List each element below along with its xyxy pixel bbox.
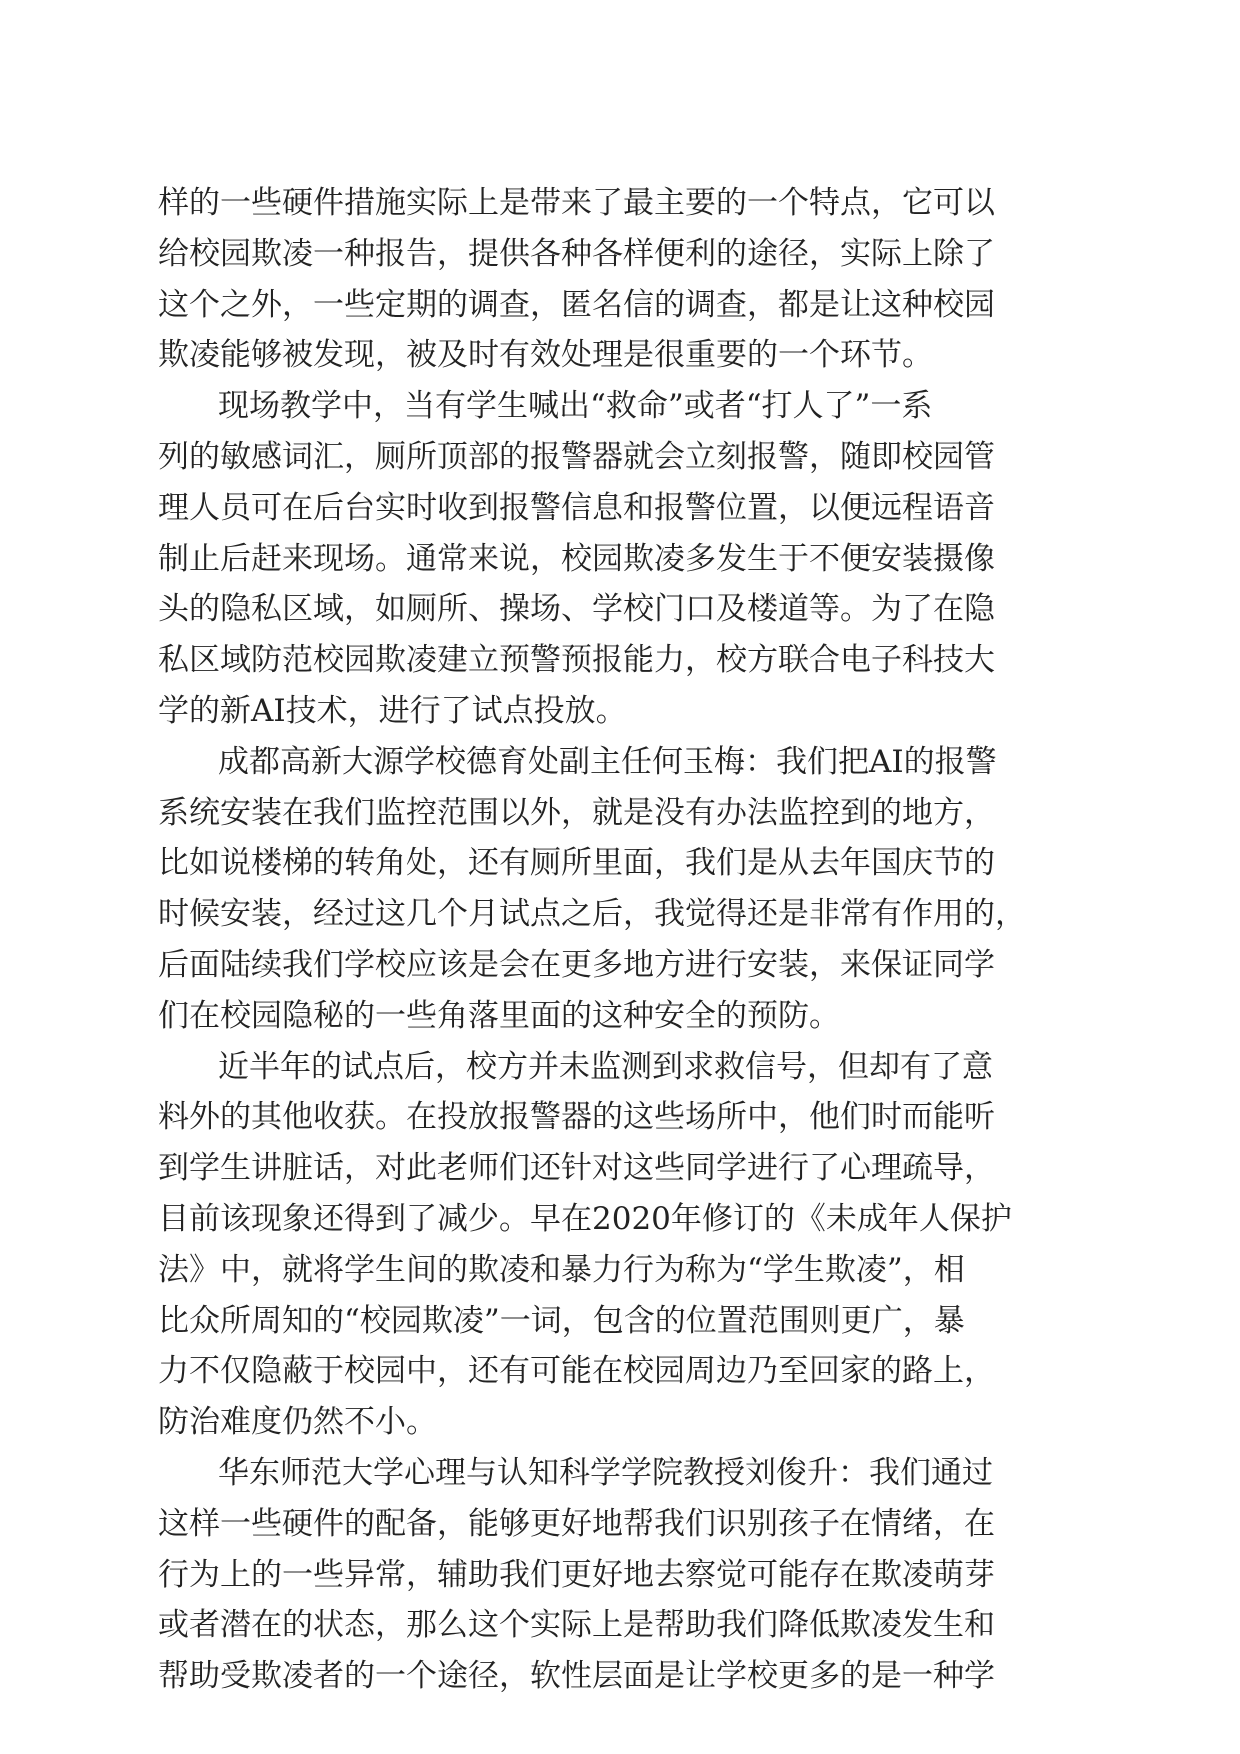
text-line: 行为上的一些异常，辅助我们更好地去察觉可能存在欺凌萌芽 <box>158 1556 995 1593</box>
text-line: 头的隐私区域，如厕所、操场、学校门口及楼道等。为了在隐 <box>158 591 995 628</box>
text-line: 法》中，就将学生间的欺凌和暴力行为称为“学生欺凌”，相 <box>158 1251 965 1288</box>
text-line: 或者潜在的状态，那么这个实际上是帮助我们降低欺凌发生和 <box>158 1607 995 1644</box>
text-line: 这样一些硬件的配备，能够更好地帮我们识别孩子在情绪，在 <box>158 1505 995 1542</box>
text-line: 料外的其他收获。在投放报警器的这些场所中，他们时而能听 <box>158 1099 995 1136</box>
text-line: 私区域防范校园欺凌建立预警预报能力，校方联合电子科技大 <box>158 642 995 679</box>
text-line: 现场教学中，当有学生喊出“救命”或者“打人了”一系 <box>218 388 933 425</box>
text-line: 们在校园隐秘的一些角落里面的这种安全的预防。 <box>158 997 840 1034</box>
text-line: 成都高新大源学校德育处副主任何玉梅：我们把AI的报警 <box>218 743 997 780</box>
text-line: 欺凌能够被发现，被及时有效处理是很重要的一个环节。 <box>158 337 933 374</box>
text-line: 到学生讲脏话，对此老师们还针对这些同学进行了心理疏导， <box>158 1150 995 1187</box>
text-line: 给校园欺凌一种报告，提供各种各样便利的途径，实际上除了 <box>158 235 995 272</box>
text-line: 目前该现象还得到了减少。早在2020年修订的《未成年人保护 <box>158 1200 1012 1237</box>
text-line: 系统安装在我们监控范围以外，就是没有办法监控到的地方， <box>158 794 995 831</box>
document-body <box>158 178 1088 1702</box>
text-line: 时候安装，经过这几个月试点之后，我觉得还是非常有作用的， <box>158 896 1026 933</box>
text-line: 学的新AI技术，进行了试点投放。 <box>158 692 627 729</box>
text-line: 比众所周知的“校园欺凌”一词，包含的位置范围则更广，暴 <box>158 1302 965 1339</box>
text-line: 样的一些硬件措施实际上是带来了最主要的一个特点，它可以 <box>158 185 995 221</box>
text-line: 防治难度仍然不小。 <box>158 1404 437 1441</box>
text-line: 后面陆续我们学校应该是会在更多地方进行安装，来保证同学 <box>158 946 995 983</box>
text-line: 近半年的试点后，校方并未监测到求救信号，但却有了意 <box>218 1048 993 1085</box>
text-line: 理人员可在后台实时收到报警信息和报警位置，以便远程语音 <box>158 489 995 526</box>
text-line: 帮助受欺凌者的一个途径，软性层面是让学校更多的是一种学 <box>158 1658 995 1695</box>
text-line: 这个之外，一些定期的调查，匿名信的调查，都是让这种校园 <box>158 286 995 323</box>
text-line: 力不仅隐蔽于校园中，还有可能在校园周边乃至回家的路上， <box>158 1353 995 1390</box>
text-line: 比如说楼梯的转角处，还有厕所里面，我们是从去年国庆节的 <box>158 845 995 882</box>
text-line: 华东师范大学心理与认知科学学院教授刘俊升：我们通过 <box>218 1454 993 1491</box>
text-line: 制止后赶来现场。通常来说，校园欺凌多发生于不便安装摄像 <box>158 540 995 577</box>
text-line: 列的敏感词汇，厕所顶部的报警器就会立刻报警，随即校园管 <box>158 438 995 475</box>
